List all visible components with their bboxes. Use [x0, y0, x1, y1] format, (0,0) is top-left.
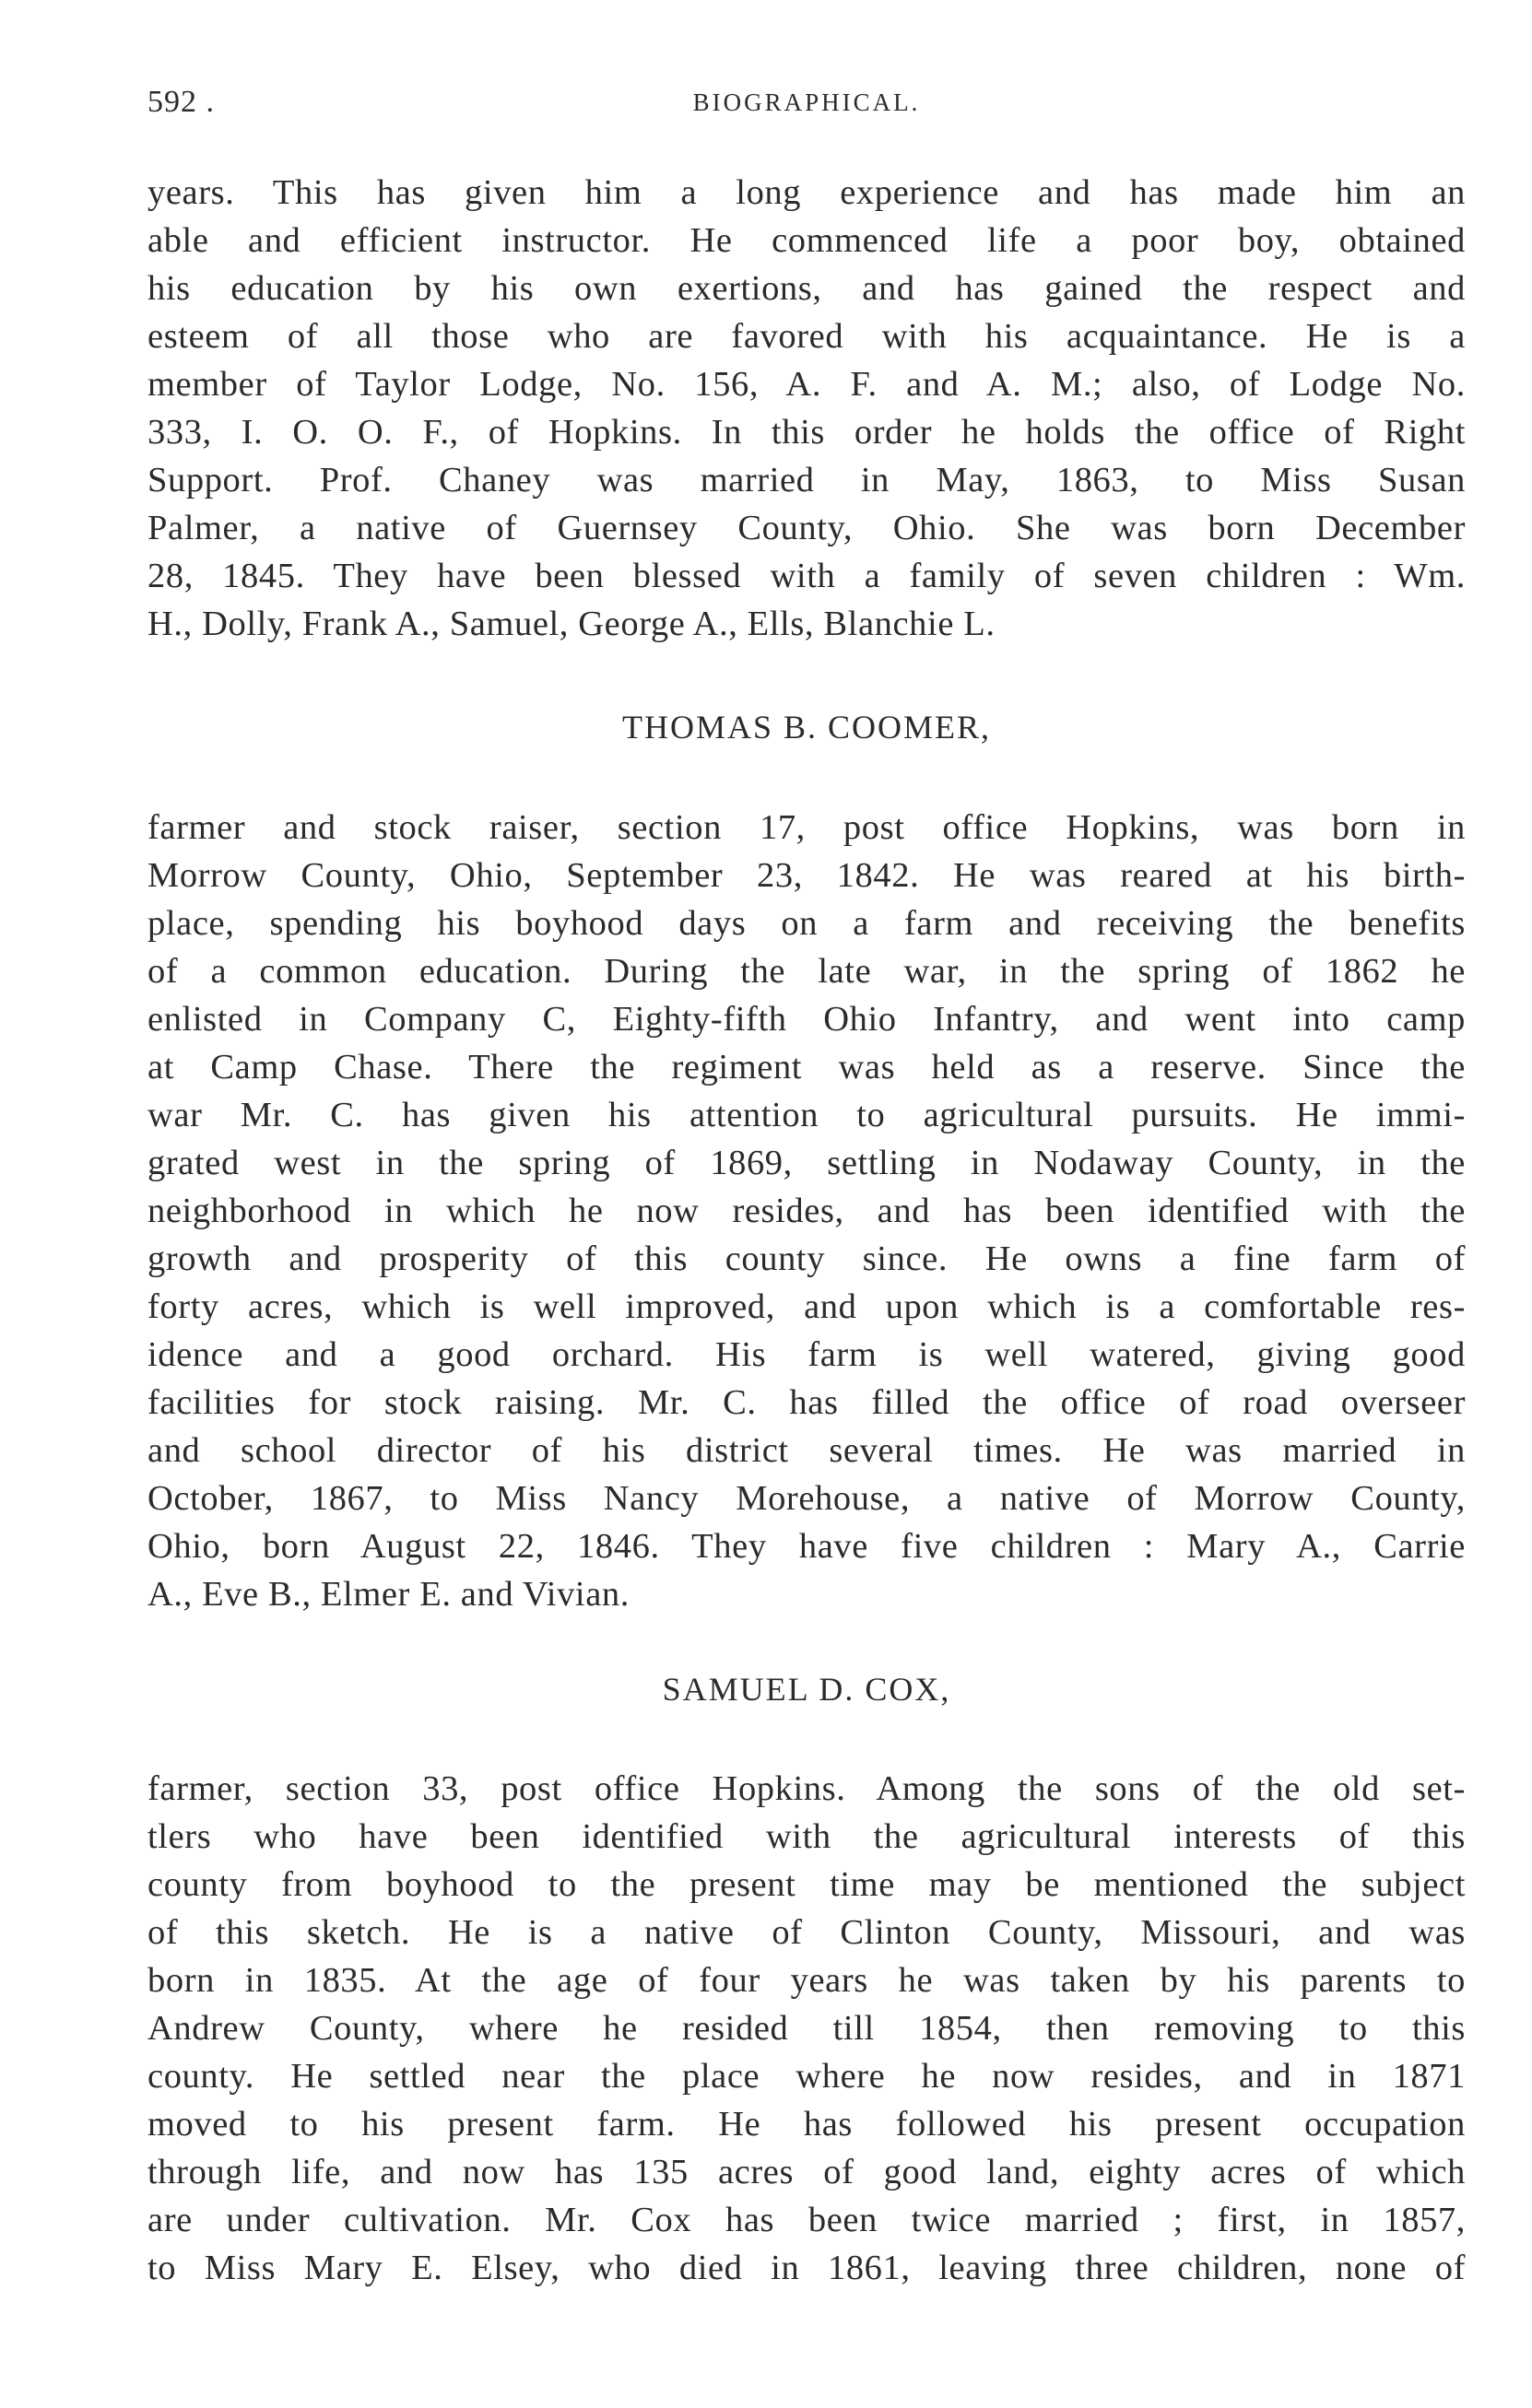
chaney-biography-continued [147, 169, 1466, 648]
text-line: county. He settled near the place where he now resides, and in 1871 [147, 2057, 1466, 2096]
text-line: of this sketch. He is a native of Clinton County, Missouri, and was [147, 1913, 1466, 1952]
coomer-heading: THOMAS B. COOMER, [621, 709, 992, 746]
text-line: grated west in the spring of 1869, settling in Nodaway County, in the [147, 1144, 1466, 1182]
cox-heading: SAMUEL D. COX, [662, 1671, 951, 1708]
text-line: A., Eve B., Elmer E. and Vivian. [147, 1575, 630, 1614]
text-line: Ohio, born August 22, 1846. They have five children : Mary A., Carrie [147, 1527, 1466, 1566]
text-line: farmer and stock raiser, section 17, post office Hopkins, was born in [147, 808, 1466, 847]
running-head: BIOGRAPHICAL. [692, 88, 921, 116]
text-line: of a common education. During the late war, in the spring of 1862 he [147, 952, 1466, 991]
text-line: born in 1835. At the age of four years he was taken by his parents to [147, 1961, 1466, 2000]
text-line: member of Taylor Lodge, No. 156, A. F. and A. M.; also, of Lodge No. [147, 365, 1466, 404]
text-line: forty acres, which is well improved, and upon which is a comfortable res- [147, 1287, 1466, 1326]
text-line: war Mr. C. has given his attention to agricultural pursuits. He immi- [147, 1096, 1466, 1134]
text-line: moved to his present farm. He has followed his present occupation [147, 2105, 1466, 2144]
text-line: growth and prosperity of this county since. He owns a fine farm of [147, 1239, 1466, 1278]
text-line: idence and a good orchard. His farm is well watered, giving good [147, 1335, 1466, 1374]
text-line: esteem of all those who are favored with his acquaintance. He is a [147, 317, 1466, 356]
text-line: 333, I. O. O. F., of Hopkins. In this order he holds the office of Right [147, 413, 1466, 452]
text-line: to Miss Mary E. Elsey, who died in 1861, leaving three children, none of [147, 2249, 1466, 2287]
text-line: facilities for stock raising. Mr. C. has filled the office of road overseer [147, 1383, 1466, 1422]
text-line: Morrow County, Ohio, September 23, 1842. He was reared at his birth- [147, 856, 1466, 895]
text-line: years. This has given him a long experience and has made him an [147, 173, 1466, 212]
page-number: 592 . [147, 85, 215, 119]
text-line: are under cultivation. Mr. Cox has been twice married ; first, in 1857, [147, 2201, 1466, 2239]
text-line: farmer, section 33, post office Hopkins. Among the sons of the old set- [147, 1769, 1466, 1808]
text-line: his education by his own exertions, and has gained the respect and [147, 269, 1466, 308]
text-line: Support. Prof. Chaney was married in May, 1863, to Miss Susan [147, 461, 1466, 499]
text-line: Palmer, a native of Guernsey County, Ohio. She was born December [147, 509, 1466, 547]
text-line: able and efficient instructor. He commenced life a poor boy, obtained [147, 221, 1466, 260]
text-line: through life, and now has 135 acres of good land, eighty acres of which [147, 2153, 1466, 2191]
page-header [147, 85, 1466, 131]
text-line: at Camp Chase. There the regiment was held as a reserve. Since the [147, 1048, 1466, 1087]
text-line: Andrew County, where he resided till 1854, then removing to this [147, 2009, 1466, 2048]
text-line: and school director of his district several times. He was married in [147, 1431, 1466, 1470]
text-line: county from boyhood to the present time may be mentioned the subject [147, 1865, 1466, 1904]
text-line: 28, 1845. They have been blessed with a family of seven children : Wm. [147, 557, 1466, 595]
coomer-biography [147, 804, 1466, 1618]
cox-biography [147, 1765, 1466, 2292]
text-line: place, spending his boyhood days on a farm and receiving the benefits [147, 904, 1466, 943]
text-line: enlisted in Company C, Eighty-fifth Ohio Infantry, and went into camp [147, 1000, 1466, 1039]
text-line: H., Dolly, Frank A., Samuel, George A., Ells, Blanchie L. [147, 605, 996, 643]
text-line: October, 1867, to Miss Nancy Morehouse, a native of Morrow County, [147, 1479, 1466, 1518]
text-line: neighborhood in which he now resides, and has been identified with the [147, 1192, 1466, 1230]
text-line: tlers who have been identified with the agricultural interests of this [147, 1817, 1466, 1856]
